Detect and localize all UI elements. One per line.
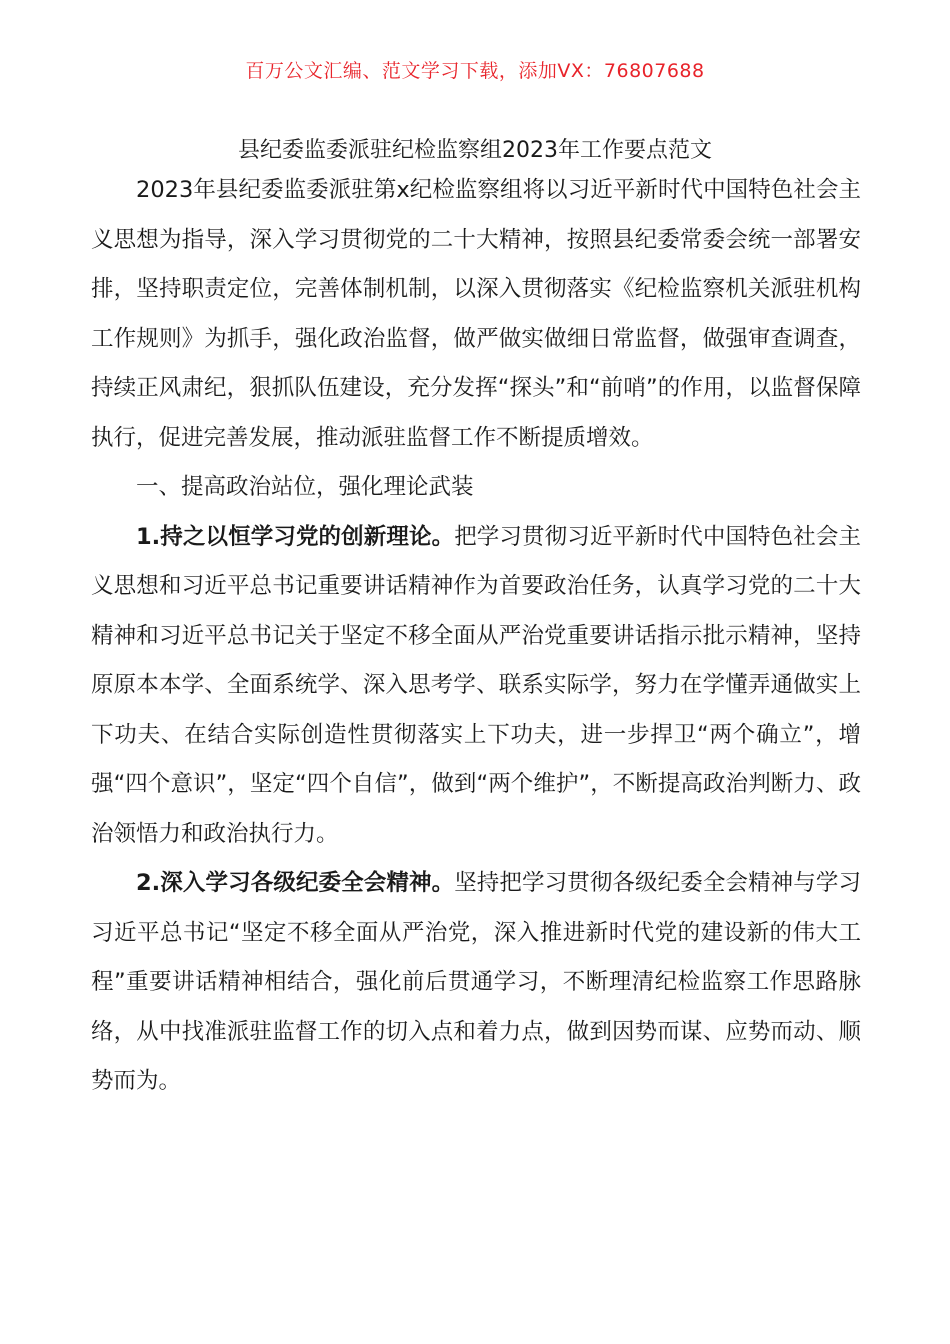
document-body: [91, 166, 861, 1107]
item-paragraph-2: [91, 859, 861, 1107]
header-note: 百万公文汇编、范文学习下载，添加VX：76807688: [245, 60, 705, 82]
item-lead-1: 1.持之以恒学习党的创新理论。: [136, 523, 455, 550]
item-text-1: 把学习贯彻习近平新时代中国特色社会主义思想和习近平总书记重要讲话精神作为首要政治任务，认真学习党的二十大精神和习近平总书记关于坚定不移全面从严治党重要讲话指示批示精神，坚持原原本本学、全面系统学、深入思考学、联系实际学，努力在学懂弄通做实上下功夫、在结合实际创造性贯彻落实上下功夫，进一步捍卫“两个确立”，增强“四个意识”，坚定“四个自信”，做到“两个维护”，不断提高政治判断力、政治领悟力和政治执行力。: [91, 523, 861, 847]
section-heading: 一、提高政治站位，强化理论武装: [136, 474, 474, 500]
document-title: 县纪委监委派驻纪检监察组2023年工作要点范文: [238, 138, 712, 163]
item-lead-2: 2.深入学习各级纪委全会精神。: [136, 870, 455, 896]
item-paragraph-1: [91, 513, 861, 860]
intro-paragraph: 2023年县纪委监委派驻第x纪检监察组将以习近平新时代中国特色社会主义思想为指导，深入学习贯彻党的二十大精神，按照县纪委常委会统一部署安排，坚持职责定位，完善体制机制，以深入贯彻落实《纪检监察机关派驻机构工作规则》为抓手，强化政治监督，做严做实做细日常监督，做强审查调查，持续正风肃纪，狠抓队伍建设，充分发挥“探头”和“前哨”的作用，以监督保障执行，促进完善发展，推动派驻监督工作不断提质增效。: [91, 177, 861, 451]
item-text-2: 坚持把学习贯彻各级纪委全会精神与学习习近平总书记“坚定不移全面从严治党，深入推进新时代党的建设新的伟大工程”重要讲话精神相结合，强化前后贯通学习，不断理清纪检监察工作思路脉络，从中找准派驻监督工作的切入点和着力点，做到因势而谋、应势而动、顺势而为。: [91, 870, 861, 1094]
